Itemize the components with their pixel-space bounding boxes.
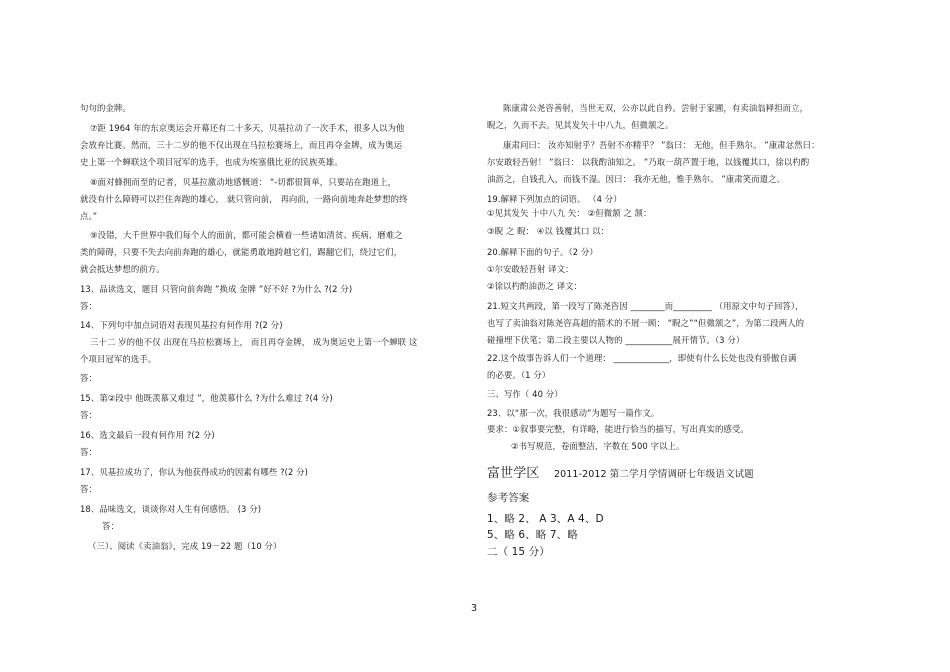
answer-line: 5、略 6、略 7、略 (487, 529, 578, 541)
text-line: ⑧面对蜂拥而至的记者，贝基拉激动地感慨道： “-切都很简单，只要站在跑道上， (90, 177, 397, 187)
answer-key-title: 2011-2012 第二学月学情调研七年级语文试题 (554, 469, 754, 480)
text-line: 史上第一个蝉联这个项目冠军的选手，也成为埃塞俄比亚的民族英雄。 (80, 157, 343, 167)
question-23: 23、以“那一次，我很感动”为题写一篇作文。 (487, 408, 660, 418)
question-13: 13、品读选文，题目 只管向前奔跑 ”换成 金牌 ”好不好 ?为什么 ?(2 分) (80, 284, 353, 294)
text-line: ①尔安敢轻吾射 译文： (487, 264, 574, 274)
text-line: 三十二 岁的他不仅 出现在马拉松赛场上， 而且再夺金牌， 成为奥运史上第一个蝉联 这 (90, 337, 418, 347)
text-line: 个项目冠军的选手。 (80, 354, 157, 364)
text-line: ②书写规范，卷面整洁，字数在 500 字以上。 (511, 441, 685, 451)
question-15: 15、第②段中 他既羡慕又难过 ”，他羡慕什么 ?为什么难过 ?(4 分) (80, 393, 333, 403)
text-line: 尔安敢轻吾射！ ”翁曰： 以我酌油知之。 ”乃取一葫芦置于地，以钱覆其口，徐以杓酌 (487, 157, 810, 167)
question-17: 17、贝基拉成功了，你认为他获得成功的因素有哪些 ?(2 分) (80, 467, 309, 477)
answer-label: 答： (80, 410, 97, 420)
question-14: 14、下列句中加点词语对表现贝基拉有何作用 ?(2 分) (80, 320, 283, 330)
text-line: ③睨 之 睨： ④以 钱覆其口 以： (487, 226, 610, 236)
text-line: 就没有什么障碍可以拦住奔跑的雄心， 就只管向前， 再向前，一路向前地奔赴梦想的终 (80, 194, 408, 204)
section-three-heading: （三）、阅读《卖油翁》，完成 19－22 题（10 分） (88, 541, 282, 551)
text-line: 陈康肃公尧咨善射，当世无双，公亦以此自矜。尝射于家圃，有卖油翁释担而立， (503, 103, 809, 113)
answer-key-title-school: 富世学区 (487, 466, 540, 481)
answer-key-heading: 参考答案 (487, 492, 530, 504)
text-line: 会放弃比赛。然而，三十二岁的他不仅出现在马拉松赛场上，而且再夺金牌，成为奥运 (80, 140, 403, 150)
question-22: 22.这个故事告诉人们一个道理： _____________，即使有什么长处也没有骄傲自满 (487, 353, 797, 363)
answer-label: 答： (80, 301, 97, 311)
text-line: 就会抵达梦想的前方。 (80, 264, 165, 274)
question-18: 18、品味选文，谈谈你对人生有何感悟。 (3 分) (80, 504, 262, 514)
section-writing-heading: 三、写作（ 40 分） (487, 389, 563, 399)
text-line: 也写了卖油翁对陈尧咨高超的箭术的不屑一顾： “睨之”“但微颔之”，为第二段两人的 (487, 318, 805, 328)
text-line: 要求：①叙事要完整，有详略，能进行恰当的描写，写出真实的感受。 (487, 424, 749, 434)
text-line: 睨之，久而不去。见其发矢十中八九，但微颔之。 (487, 120, 674, 130)
text-line: 碰撞埋下伏笔；第二段主要以人物的 ___________展开情节。（3 分） (487, 335, 745, 345)
text-line: 的必要。（1 分） (487, 370, 551, 380)
page-number: 3 (471, 603, 478, 614)
text-line: 油沥之，自钱孔入，而钱不湿。因曰： 我亦无他，惟手熟尔。 ”康肃笑而遣之。 (487, 174, 786, 184)
text-line: ②徐以杓酌油沥之 译文： (487, 281, 583, 291)
answer-label: 答： (80, 373, 97, 383)
answer-label: 答： (80, 447, 97, 457)
text-line: 类的障碍，只要不失去向前奔跑的雄心，就能勇敢地跨越它们，踢翻它们，绕过它们， (80, 247, 403, 257)
text-line: 点。” (80, 211, 98, 221)
answer-line: 1、略 2、 A 3、A 4、D (487, 513, 604, 525)
text-line: 句句的金牌。 (80, 103, 131, 113)
question-20: 20.解释下面的句子。（2 分） (487, 247, 598, 257)
text-line: ⑨没错，大千世界中我们每个人的面前，都可能会横着一些诸如清贫、疾病、磨难之 (90, 230, 403, 240)
answer-label: 答： (102, 521, 119, 531)
text-line: 康肃问曰： 汝亦知射乎？吾射不亦精乎？ ”翁曰： 无他，但手熟尔。 ”康肃忿然曰： (503, 140, 820, 150)
question-16: 16、选文最后一段有何作用 ?(2 分) (80, 430, 215, 440)
answer-label: 答： (80, 484, 97, 494)
text-line: ①见其发矢 十中八九 矢： ②但微颔 之 颔： (487, 208, 652, 218)
text-line: ⑦距 1964 年的东京奥运会开幕还有二十多天，贝基拉动了一次手术，很多人以为他 (90, 123, 405, 133)
question-19: 19.解释下列加点的词语。 （4 分） (487, 194, 622, 204)
question-21: 21.短文共两段，第一段写了陈尧咨因 ________而_________ （用原文中句子回答）， (487, 301, 804, 311)
answer-line: 二（ 15 分） (487, 546, 550, 558)
